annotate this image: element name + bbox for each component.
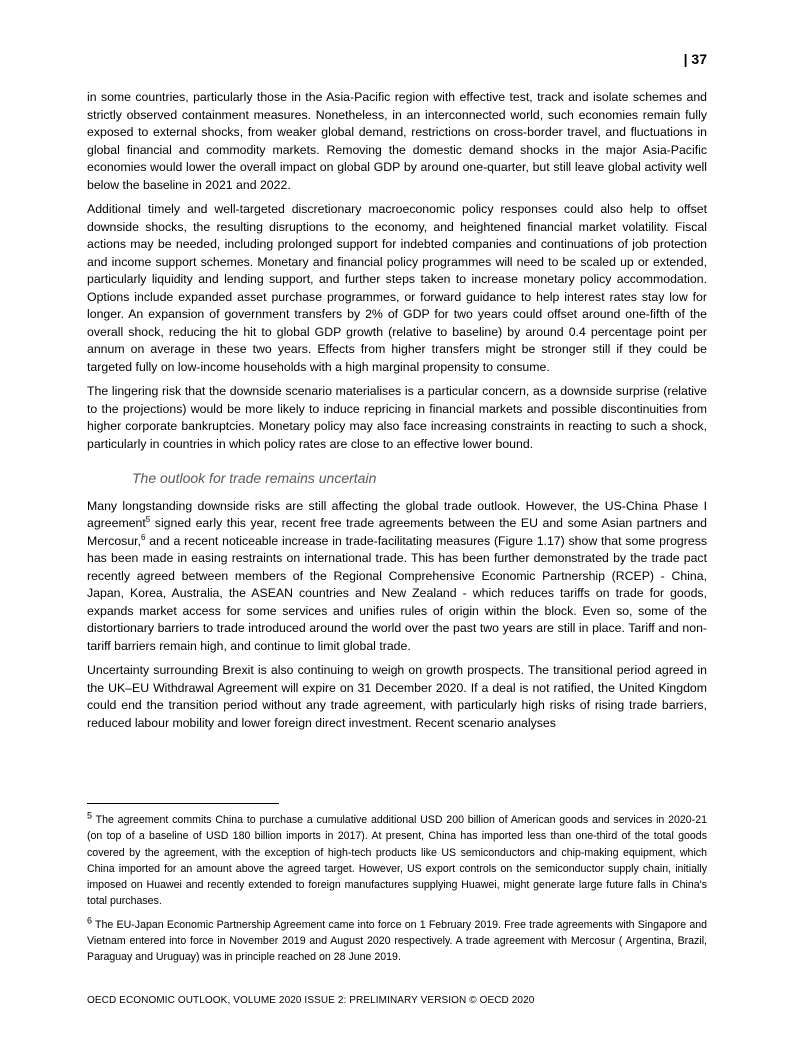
footnote-5 xyxy=(87,812,707,910)
footnote-6 xyxy=(87,917,707,966)
paragraph-lingering-risk: The lingering risk that the downside scenario materialises is a particular concern, as a downside surprise (relative to the projections) would be more likely to induce repricing in financial markets and possible discontinuities from higher corporate bankruptcies. Monetary policy may also face increasing constraints in reacting to such a shock, particularly in countries in which policy rates are close to an effective lower bound. xyxy=(87,384,707,451)
footnotes-section xyxy=(87,812,707,973)
paragraph-trade-risks-text-3: and a recent noticeable increase in trade-facilitating measures (Figure 1.17) show that some progress has been made in easing restraints on international trade. This has been further demonstrated by the trade pact recently agreed between members of the Regional Comprehensive Economic Partnership (RCEP) - China, Japan, Korea, Australia, the ASEAN countries and New Zealand - which reduces tariffs on trade for goods, expands market access for some services and unifies rules of origin within the block. Even so, some of the distortionary barriers to trade introduced around the world over the past two years are still in place. Tariff and non-tariff barriers remain high, and continue to limit global trade. xyxy=(87,533,707,653)
page-number: | 37 xyxy=(683,51,707,67)
footnote-5-mark: 5 xyxy=(87,810,93,821)
page-footer: OECD ECONOMIC OUTLOOK, VOLUME 2020 ISSUE 2: PRELIMINARY VERSION © OECD 2020 xyxy=(87,995,535,1006)
main-content xyxy=(87,89,707,739)
footnote-reference-6[interactable]: 6 xyxy=(141,532,146,542)
footnote-reference-5[interactable]: 5 xyxy=(145,514,151,524)
paragraph-trade-risks-text-2: signed early this year, recent free trade agreements between the EU and some Asian partners and Mercosur, xyxy=(87,516,707,548)
footnote-separator xyxy=(87,803,279,804)
footnote-6-text: The EU-Japan Economic Partnership Agreement came into force on 1 February 2019. Free trade agreements with Singapore and Vietnam entered into force in November 2019 and August 2020 respectively. A trade agreement with Mercosur ( Argentina, Brazil, Paraguay and Uruguay) was in principle reached on 28 June 2019. xyxy=(87,918,707,964)
paragraph-trade-risks-text-1: Many longstanding downside risks are still affecting the global trade outlook. However, the US-China Phase I agreement xyxy=(87,498,707,530)
footnote-5-text: The agreement commits China to purchase a cumulative additional USD 200 billion of American goods and services in 2020-21 (on top of a baseline of USD 180 billion imports in 2017). At present, China has imported less than one-third of the total goods covered by the agreement, with the exception of high-tech products like US semiconductors and chip-making equipment, which China imported for an amount above the agreed target. However, US export controls on the semiconductor supply chain, initially imposed on Huawei and recently extended to foreign manufactures supplying Huawei, might generate large future falls in China's total purchases. xyxy=(87,814,707,908)
paragraph-policy-responses: Additional timely and well-targeted discretionary macroeconomic policy responses could also help to offset downside shocks, the resulting disruptions to the economy, and heightened financial market volatility. Fiscal actions may be needed, including prolonged support for indebted companies and continuations of job protection and income support schemes. Monetary and financial policy programmes will need to be scaled up or extended, particularly liquidity and lending support, and further steps taken to increase monetary policy accommodation. Options include expanded asset purchase programmes, or forward guidance to help interest rates stay low for longer. An expansion of government transfers by 2% of GDP for two years could offset around one-fifth of the overall shock, reducing the hit to global GDP growth (relative to baseline) by around 0.4 percentage point per annum on average in these two years. Effects from higher transfers might be stronger still if they could be targeted fully on low-income households with a high marginal propensity to consume. xyxy=(87,202,707,374)
paragraph-trade-risks xyxy=(87,498,707,656)
section-heading-trade-outlook: The outlook for trade remains uncertain xyxy=(132,470,377,486)
paragraph-brexit: Uncertainty surrounding Brexit is also continuing to weigh on growth prospects. The transitional period agreed in the UK–EU Withdrawal Agreement will expire on 31 December 2020. If a deal is not ratified, the United Kingdom could end the transition period without any trade agreement, with particularly high risks of rising trade barriers, reduced labour mobility and lower foreign direct investment. Recent scenario analyses xyxy=(87,663,707,730)
footnote-6-mark: 6 xyxy=(87,915,93,926)
paragraph-asia-pacific: in some countries, particularly those in the Asia-Pacific region with effective test, track and isolate schemes and strictly observed containment measures. Nonetheless, in an interconnected world, such economies remain fully exposed to external shocks, from weaker global demand, restrictions on cross-border travel, and fluctuations in global financial and commodity markets. Removing the domestic demand shocks in the major Asia-Pacific economies would lower the overall impact on global GDP by around one-quarter, but still leave global activity well below the baseline in 2021 and 2022. xyxy=(87,90,707,192)
